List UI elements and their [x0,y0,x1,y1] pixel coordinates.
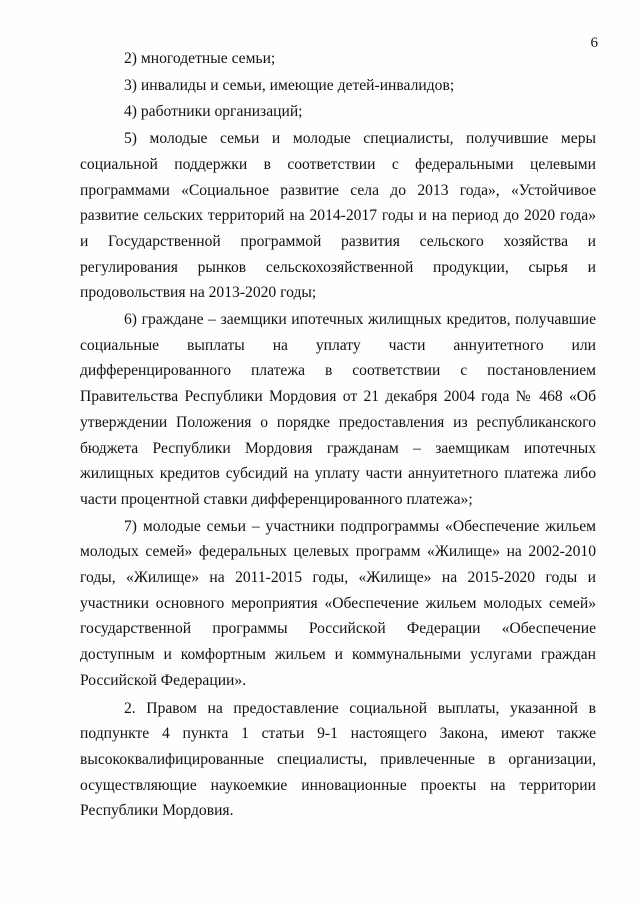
page-number: 6 [590,35,598,51]
clause-2-paragraph: 2. Правом на предоставление социальной выплаты, указанной в подпункте 4 пункта 1 статьи 9-1 настоящего Закона, имеют также высококвалифицированные специалисты, привлеченные в организации, осуществляющие наукоемкие инновационные проекты на территории Республики Мордовия. [80,699,596,820]
document-body [80,46,596,824]
list-item-housing-program-participants: 7) молодые семьи – участники подпрограммы «Обеспечение жильем молодых семей» федеральных целевых программ «Жилище» на 2002-2010 годы, «Жилище» на 2011-2015 годы, «Жилище» на 2015-2020 годы и участники основного мероприятия «Обеспечение жильем молодых семей» государственной программы Российской Федерации «Обеспечение доступным и комфортным жильем и коммунальными услугами граждан Российской Федерации». [80,517,596,689]
list-item-organization-workers: 4) работники организаций; [124,103,303,121]
list-item-disabled: 3) инвалиды и семьи, имеющие детей-инвалидов; [124,76,455,94]
list-item-large-families: 2) многодетные семьи; [124,50,276,67]
list-item-mortgage-borrowers: 6) граждане – заемщики ипотечных жилищных кредитов, получавшие социальные выплаты на уплату части аннуитетного или дифференцированного платежа в соответствии с постановлением Правительства Республики Мордовия от 21 декабря 2004 года № 468 «Об утверждении Положения о порядке предоставления из республиканского бюджета Республики Мордовия гражданам – заемщикам ипотечных жилищных кредитов субсидий на уплату части аннуитетного платежа либо части процентной ставки дифференцированного платежа»; [80,311,596,508]
list-item-young-families-specialists: 5) молодые семьи и молодые специалисты, получившие меры социальной поддержки в соответствии с федеральными целевыми программами «Социальное развитие села до 2013 года», «Устойчивое развитие сельских территорий на 2014-2017 годы и на период до 2020 года» и Государственной программой развития сельского хозяйства и регулирования рынков сельскохозяйственной продукции, сырья и продовольствия на 2013-2020 годы; [80,130,596,302]
